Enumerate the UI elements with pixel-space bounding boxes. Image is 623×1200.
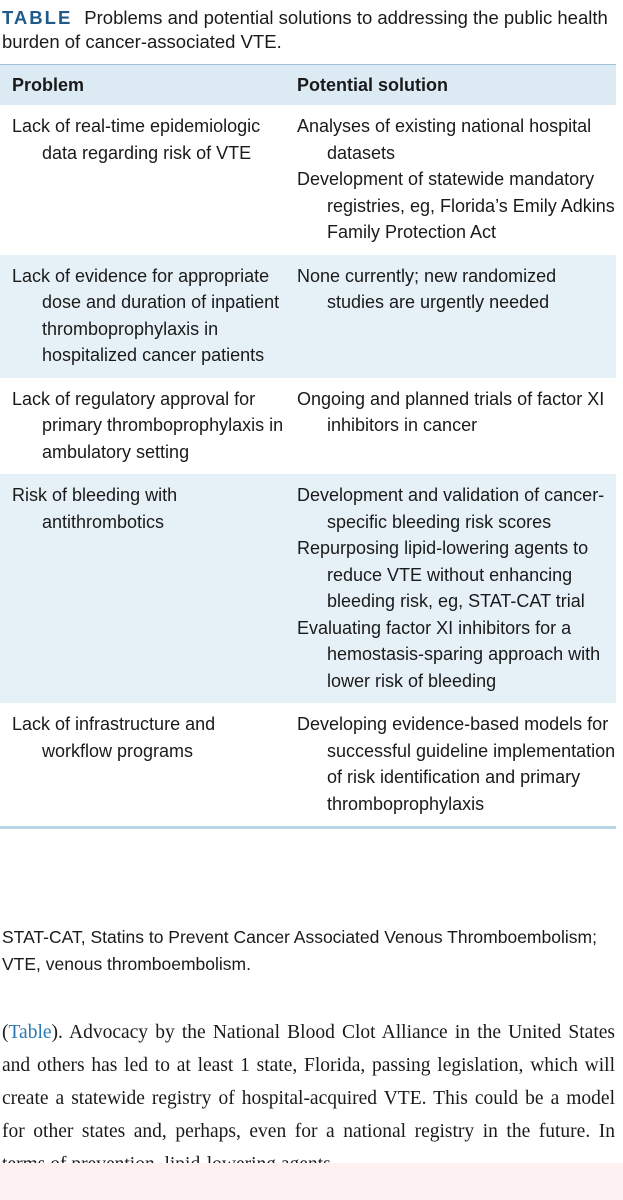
solution-cell <box>287 255 616 378</box>
table-caption <box>2 6 618 54</box>
solution-text: None currently; new randomized studies are urgently needed <box>297 265 557 312</box>
solution-cell <box>287 703 616 828</box>
table-row <box>0 255 616 378</box>
table-footnote: STAT-CAT, Statins to Prevent Cancer Associated Venous Thromboembolism; VTE, venous thromboembolism. <box>2 927 597 974</box>
solution-text: Analyses of existing national hospital datasets <box>297 116 592 163</box>
problem-cell <box>0 255 287 378</box>
problem-text: Lack of evidence for appropriate dose and duration of inpatient thromboprophylaxis in hospitalized cancer patients <box>12 265 280 365</box>
table-caption-text: Problems and potential solutions to addressing the public health burden of cancer-associated VTE. <box>2 7 608 52</box>
problem-cell <box>0 703 287 828</box>
table-header-row <box>0 65 616 106</box>
table-container <box>0 64 616 829</box>
problem-cell <box>0 378 287 475</box>
problem-text: Lack of real-time epidemiologic data regarding risk of VTE <box>12 116 261 163</box>
solution-cell <box>287 378 616 475</box>
solution-text: Ongoing and planned trials of factor XI inhibitors in cancer <box>297 388 605 435</box>
table-row <box>0 105 616 255</box>
problems-solutions-table <box>0 64 616 829</box>
solution-text: Developing evidence-based models for successful guideline implementation of risk identification and primary thromboprophylaxis <box>297 714 616 814</box>
table-row <box>0 378 616 475</box>
header-problem: Problem <box>0 65 287 106</box>
problem-text: Risk of bleeding with antithrombotics <box>12 485 178 532</box>
table-row <box>0 703 616 828</box>
problem-cell <box>0 105 287 255</box>
solution-text: Development of statewide mandatory registries, eg, Florida’s Emily Adkins Family Protection Act <box>297 169 615 242</box>
table-reference-link[interactable]: Table <box>8 1022 52 1043</box>
open-paren: ( <box>2 1022 9 1043</box>
table-label: TABLE <box>2 7 73 28</box>
header-potential-solution: Potential solution <box>287 65 616 106</box>
problem-text: Lack of regulatory approval for primary thromboprophylaxis in ambulatory setting <box>12 388 284 462</box>
table-row <box>0 474 616 703</box>
paragraph-text: ). Advocacy by the National Blood Clot Alliance in the United States and others has led to at least 1 state, Florida, passing legislation, which will create a statewide registry of hospital-acquired VTE. This could be a model for other states and, perhaps, even for a national registry in the future. In <box>2 1022 615 1142</box>
solution-cell <box>287 474 616 703</box>
bottom-overlay <box>0 1163 623 1200</box>
problem-text: Lack of infrastructure and workflow programs <box>12 714 216 761</box>
solution-text: Evaluating factor XI inhibitors for a hemostasis-sparing approach with lower risk of bleeding <box>297 617 601 691</box>
solution-text: Development and validation of cancer-specific bleeding risk scores <box>297 485 605 532</box>
solution-cell <box>287 105 616 255</box>
solution-text: Repurposing lipid-lowering agents to reduce VTE without enhancing bleeding risk, eg, STAT-CAT trial <box>297 538 589 611</box>
problem-cell <box>0 474 287 703</box>
body-paragraph <box>2 1016 615 1181</box>
